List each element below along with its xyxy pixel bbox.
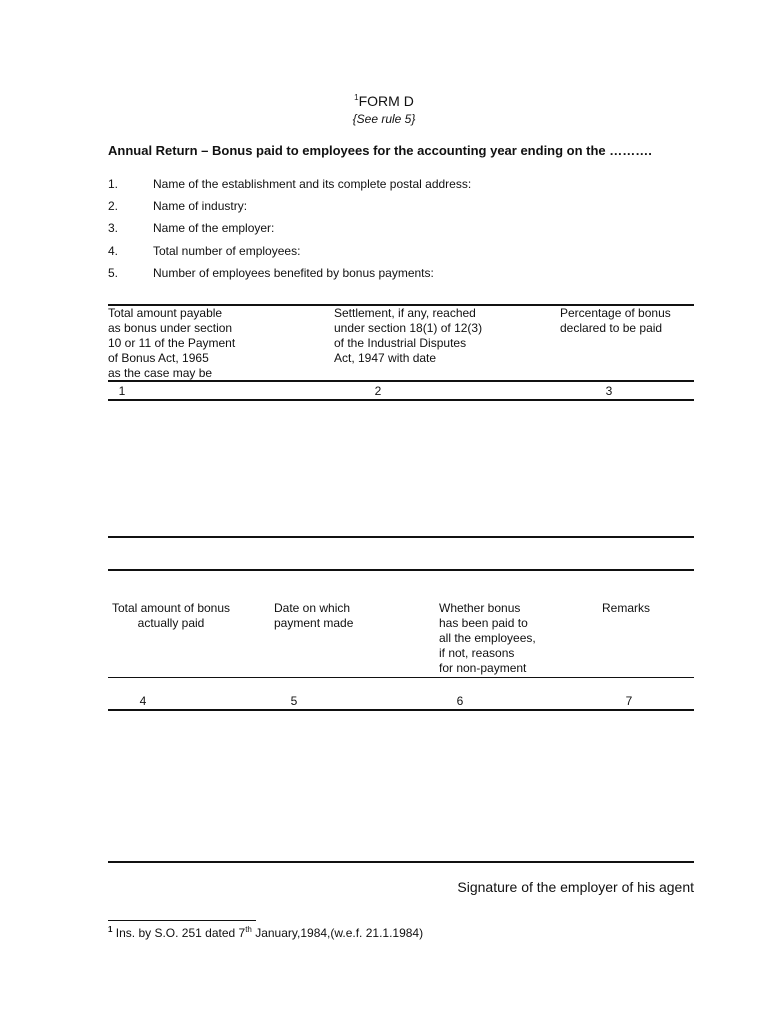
item-number: 3.: [108, 221, 119, 235]
table2-top-rule: [108, 569, 694, 571]
form-subtitle: {See rule 5}: [352, 112, 416, 126]
item-text: Name of the employer:: [153, 221, 275, 235]
item-text: Name of the establishment and its complete postal address:: [153, 177, 472, 191]
table2-col-number: 4: [139, 694, 147, 708]
item-number: 1.: [108, 177, 119, 191]
table2-bottom-rule: [108, 861, 694, 863]
table1-header-col2: Settlement, if any, reached under section 18(1) of 12(3) of the Industrial Disputes Act, 1947 with date: [334, 306, 483, 365]
item-number: 4.: [108, 244, 119, 258]
form-title-text: FORM D: [358, 93, 414, 109]
signature-label: Signature of the employer of his agent: [457, 879, 694, 895]
item-number: 5.: [108, 266, 119, 280]
title-footnote-mark: 1: [354, 93, 359, 102]
table2-header-col5: Date on which payment made: [274, 601, 354, 630]
footnote-text-after: January,1984,(w.e.f. 21.1.1984): [251, 926, 424, 940]
table2-number-rule: [108, 709, 694, 711]
table1-header-rule: [108, 380, 694, 382]
footnote-ordinal: th: [245, 925, 252, 934]
table1-bottom-rule: [108, 536, 694, 538]
table1-col-number: 3: [605, 384, 613, 398]
table1-header-col1: Total amount payable as bonus under section 10 or 11 of the Payment of Bonus Act, 1965 as the case may be: [108, 306, 236, 380]
table2-col-number: 5: [290, 694, 298, 708]
table1-col-number: 1: [118, 384, 126, 398]
footnote-text-before: Ins. by S.O. 251 dated 7: [112, 926, 246, 940]
form-heading: Annual Return – Bonus paid to employees for the accounting year ending on the ……….: [108, 143, 652, 158]
table2-col-number: 7: [625, 694, 633, 708]
item-text: Number of employees benefited by bonus payments:: [153, 266, 434, 280]
table1-header-col3: Percentage of bonus declared to be paid: [560, 306, 671, 335]
table2-header-col6: Whether bonus has been paid to all the employees, if not, reasons for non-payment: [439, 601, 536, 675]
table1-col-number: 2: [374, 384, 382, 398]
table2-header-col4: Total amount of bonus actually paid: [111, 601, 231, 630]
form-title: [0, 93, 768, 109]
footnote-mark: 1: [108, 925, 113, 934]
footnote-rule: [108, 920, 256, 921]
item-text: Name of industry:: [153, 199, 248, 213]
table2-header-rule: [108, 677, 694, 678]
table2-col-number: 6: [456, 694, 464, 708]
table1-number-rule: [108, 399, 694, 401]
footnote: [108, 925, 423, 940]
item-number: 2.: [108, 199, 119, 213]
table2-header-col7: Remarks: [602, 601, 651, 615]
item-text: Total number of employees:: [153, 244, 301, 258]
